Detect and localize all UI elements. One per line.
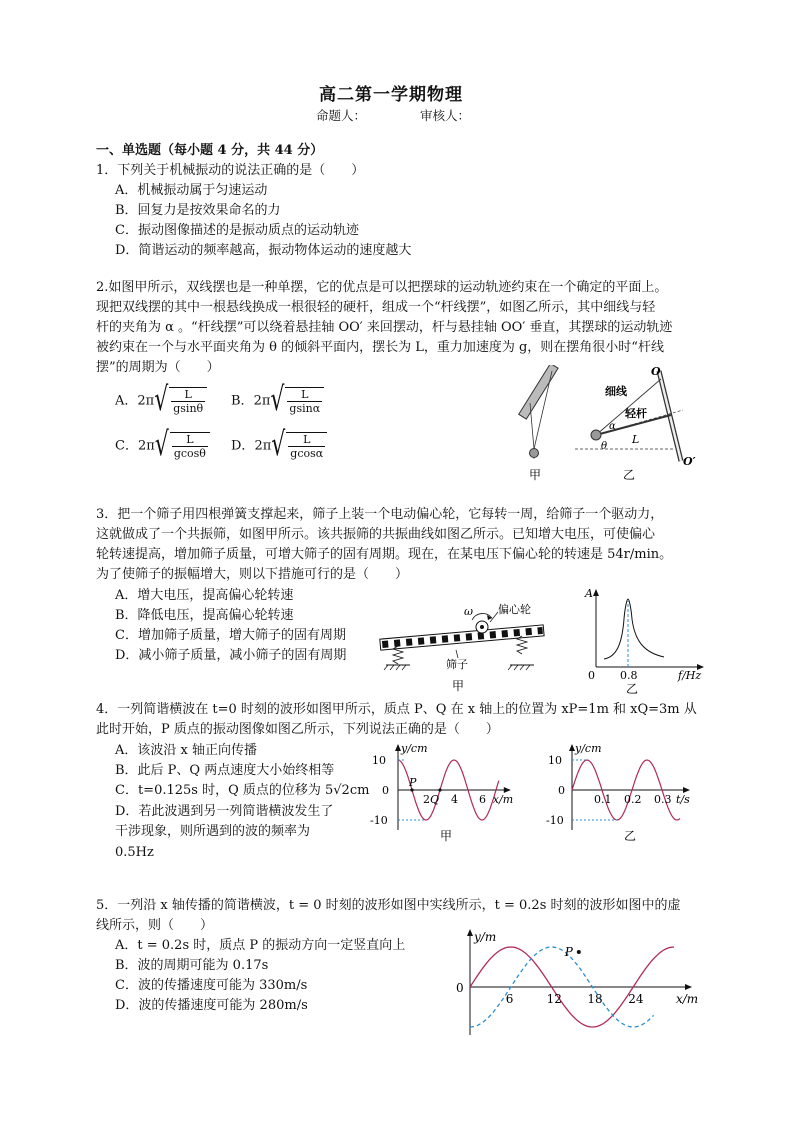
sieve-figure xyxy=(372,598,552,694)
question-line: 轮转速提高，增加筛子质量，可增大筛子的固有周期。现在，在某电压下偏心轮的转速是 54r/min。 xyxy=(96,547,673,562)
formula-denominator: gsinθ xyxy=(173,402,204,415)
option-d: D．若此波遇到另一列简谐横波发生了 xyxy=(115,804,334,819)
question-stem: 1．下列关于机械振动的说法正确的是（ ） xyxy=(96,163,365,178)
tick-label-0.8: 0.8 xyxy=(620,669,638,682)
label-thin-string: 细线 xyxy=(605,385,627,398)
x-tick-label: 6 xyxy=(479,793,486,806)
question-line: 被约束在一个与水平面夹角为 θ 的倾斜平面内，摆长为 L，重力加速度为 g，则在摆角很小时“杆线 xyxy=(96,340,664,355)
label-wheel: 偏心轮 xyxy=(498,603,531,616)
formula-numerator: L xyxy=(288,433,325,447)
setter-label: 命题人： xyxy=(316,108,367,123)
question-line: 线所示，则（ ） xyxy=(96,918,214,933)
y-tick-label: -10 xyxy=(546,814,564,827)
option-c: C．振动图像描述的是振动质点的运动轨迹 xyxy=(115,223,359,238)
question-line: 现把双线摆的其中一根悬线换成一根很轻的硬杆，组成一个“杆线摆”，如图乙所示，其中细线与轻 xyxy=(96,300,656,315)
sqrt-icon: √ xyxy=(154,426,169,464)
option-label: D． xyxy=(231,438,255,454)
option-d-cont: 0.5Hz xyxy=(115,845,154,860)
label-o-prime: O′ xyxy=(683,455,696,468)
reviewer-label: 审核人： xyxy=(420,108,471,123)
option-label: B． xyxy=(231,393,254,409)
axis-label-y: y/cm xyxy=(575,742,602,755)
sqrt-icon: √ xyxy=(271,426,286,464)
resonance-chart xyxy=(582,585,712,695)
option-c: C．t=0.125s 时，Q 质点的位移为 5√2cm xyxy=(115,783,370,798)
x-tick-label: 0.1 xyxy=(594,793,612,806)
wave-chart-q5 xyxy=(452,925,702,1040)
option-b: B．波的周期可能为 0.17s xyxy=(115,958,269,973)
formula-prefix: 2π xyxy=(137,438,155,454)
section-heading: 一、单选题（每小题 4 分，共 44 分） xyxy=(96,143,324,158)
pendulum-ball xyxy=(591,430,601,440)
option-b: B．此后 P、Q 两点速度大小始终相等 xyxy=(115,763,335,778)
eccentric-wheel-hub xyxy=(480,625,484,629)
pendulum-ball xyxy=(530,449,539,458)
vibration-chart-yi xyxy=(546,740,706,845)
option-label: A． xyxy=(115,393,138,409)
axis-label-y: y/m xyxy=(474,930,497,944)
figure-caption: 甲 xyxy=(452,679,465,693)
formula-denominator: gsinα xyxy=(289,402,321,415)
wave-chart-jia xyxy=(368,740,528,845)
y-tick-label: -10 xyxy=(370,814,388,827)
x-tick-label: 12 xyxy=(546,992,562,1006)
formula-numerator: L xyxy=(172,433,208,447)
option-d: D．减小筛子质量，减小筛子的固有周期 xyxy=(115,648,347,663)
option-a: A．增大电压，提高偏心轮转速 xyxy=(115,588,294,603)
x-tick-label: 0.2 xyxy=(624,793,642,806)
label-omega: ω xyxy=(464,605,473,618)
option-a: A．该波沿 x 轴正向传播 xyxy=(115,743,257,758)
point-label-q: Q xyxy=(430,793,440,806)
label-sieve: 筛子 xyxy=(446,658,468,671)
formula-prefix: 2π xyxy=(253,393,271,409)
point-label-p: P xyxy=(409,776,417,789)
formula-prefix: 2π xyxy=(254,438,272,454)
axis-label-a: A xyxy=(585,587,593,600)
question-line: 5．一列沿 x 轴传播的简谐横波，t = 0 时刻的波形如图中实线所示，t = 0.2s 时刻的波形如图中的虚 xyxy=(96,898,681,913)
axis-label-x: x/m xyxy=(676,992,699,1006)
pendulum-figure-yi xyxy=(565,365,705,490)
formula-prefix: 2π xyxy=(137,393,155,409)
option-label: C． xyxy=(115,438,138,454)
hatch-right-icon xyxy=(508,665,530,670)
option-a: A．t = 0.2s 时，质点 P 的振动方向一定竖直向上 xyxy=(115,938,406,953)
x-axis-arrow-icon xyxy=(685,984,692,990)
option-a xyxy=(115,381,207,419)
origin-label: 0 xyxy=(456,981,464,995)
y-axis-arrow-icon xyxy=(467,929,473,936)
figure-caption: 甲 xyxy=(440,829,453,843)
option-c: C．增加筛子质量，增大筛子的固有周期 xyxy=(115,628,346,643)
option-b: B．回复力是按效果命名的力 xyxy=(115,203,281,218)
label-light-rod: 轻杆 xyxy=(625,407,647,420)
question-line: 此时开始，P 质点的振动图像如图乙所示，下列说法正确的是（ ） xyxy=(96,722,499,737)
option-d: D．波的传播速度可能为 280m/s xyxy=(115,998,308,1013)
sqrt-icon: √ xyxy=(270,381,285,419)
point-label-p: P xyxy=(564,945,573,959)
question-line: 摆”的周期为（ ） xyxy=(96,360,220,375)
axis-label-x: t/s xyxy=(676,793,690,806)
sqrt-icon: √ xyxy=(154,381,169,419)
y-axis-arrow-icon xyxy=(593,589,599,596)
origin-label: 0 xyxy=(588,669,595,682)
figure-caption: 乙 xyxy=(624,829,637,843)
x-tick-label: 2 xyxy=(423,793,430,806)
resonance-curve xyxy=(604,599,664,659)
axis-label-x: x/m xyxy=(492,793,514,806)
question-line: 3．把一个筛子用四根弹簧支撑起来，筛子上装一个电动偏心轮，它每转一周，给筛子一个驱动力， xyxy=(96,507,664,522)
formula-denominator: gcosθ xyxy=(173,447,206,460)
question-line: 杆的夹角为 α 。“杆线摆”可以绕着悬挂轴 OO′ 来回摆动，杆与悬挂轴 OO′ 垂直，其摆球的运动轨迹 xyxy=(96,320,673,335)
option-b: B．降低电压，提高偏心轮转速 xyxy=(115,608,294,623)
sieve-pointer xyxy=(456,650,458,658)
formula-denominator: gcosα xyxy=(290,447,324,460)
point-q xyxy=(438,788,441,791)
page-title: 高二第一学期物理 xyxy=(319,85,463,105)
label-alpha: α xyxy=(609,421,616,432)
x-tick-label: 4 xyxy=(451,793,458,806)
option-c: C．波的传播速度可能为 330m/s xyxy=(115,978,308,993)
option-d xyxy=(231,426,327,464)
axis-label-y: y/cm xyxy=(401,742,428,755)
label-o: O xyxy=(651,365,661,378)
option-d: D．简谐运动的频率越高，振动物体运动的速度越大 xyxy=(115,243,412,258)
option-a: A．机械振动属于匀速运动 xyxy=(115,183,268,198)
spring-right-icon xyxy=(517,636,527,654)
question-line: 2.如图甲所示，双线摆也是一种单摆，它的优点是可以把摆球的运动轨迹约束在一个确定的平面上。 xyxy=(96,280,668,295)
label-theta: θ xyxy=(601,441,608,452)
y-tick-label: 0 xyxy=(382,784,389,797)
question-line: 4．一列简谐横波在 t=0 时刻的波形如图甲所示，质点 P、Q 在 x 轴上的位置为 xP=1m 和 xQ=3m 从 xyxy=(96,702,697,717)
figure-caption: 乙 xyxy=(626,682,639,695)
y-tick-label: 0 xyxy=(558,784,565,797)
option-b xyxy=(231,381,324,419)
x-tick-label: 18 xyxy=(587,992,603,1006)
x-tick-label: 0.3 xyxy=(654,793,672,806)
option-c xyxy=(115,426,210,464)
x-tick-label: 24 xyxy=(628,992,644,1006)
question-line: 这就做成了一个共振筛，如图甲所示。该共振筛的共振曲线如图乙所示。已知增大电压，可使偏心 xyxy=(96,527,656,542)
point-p xyxy=(577,950,581,954)
question-line: 为了使筛子的振幅增大，则以下措施可行的是（ ） xyxy=(96,567,409,582)
label-length: L xyxy=(632,433,640,446)
y-tick-label: 10 xyxy=(548,754,562,767)
option-d-cont: 干涉现象，则所遇到的波的频率为 xyxy=(115,824,311,839)
figure-caption: 甲 xyxy=(529,468,542,482)
axis-label-f: f/Hz xyxy=(678,669,702,682)
x-tick-label: 6 xyxy=(505,992,514,1006)
formula-numerator: L xyxy=(171,388,205,402)
hatch-left-icon xyxy=(384,665,406,670)
y-tick-label: 10 xyxy=(372,754,386,767)
support-rod xyxy=(519,365,558,419)
formula-numerator: L xyxy=(287,388,322,402)
figure-caption: 乙 xyxy=(623,468,636,482)
